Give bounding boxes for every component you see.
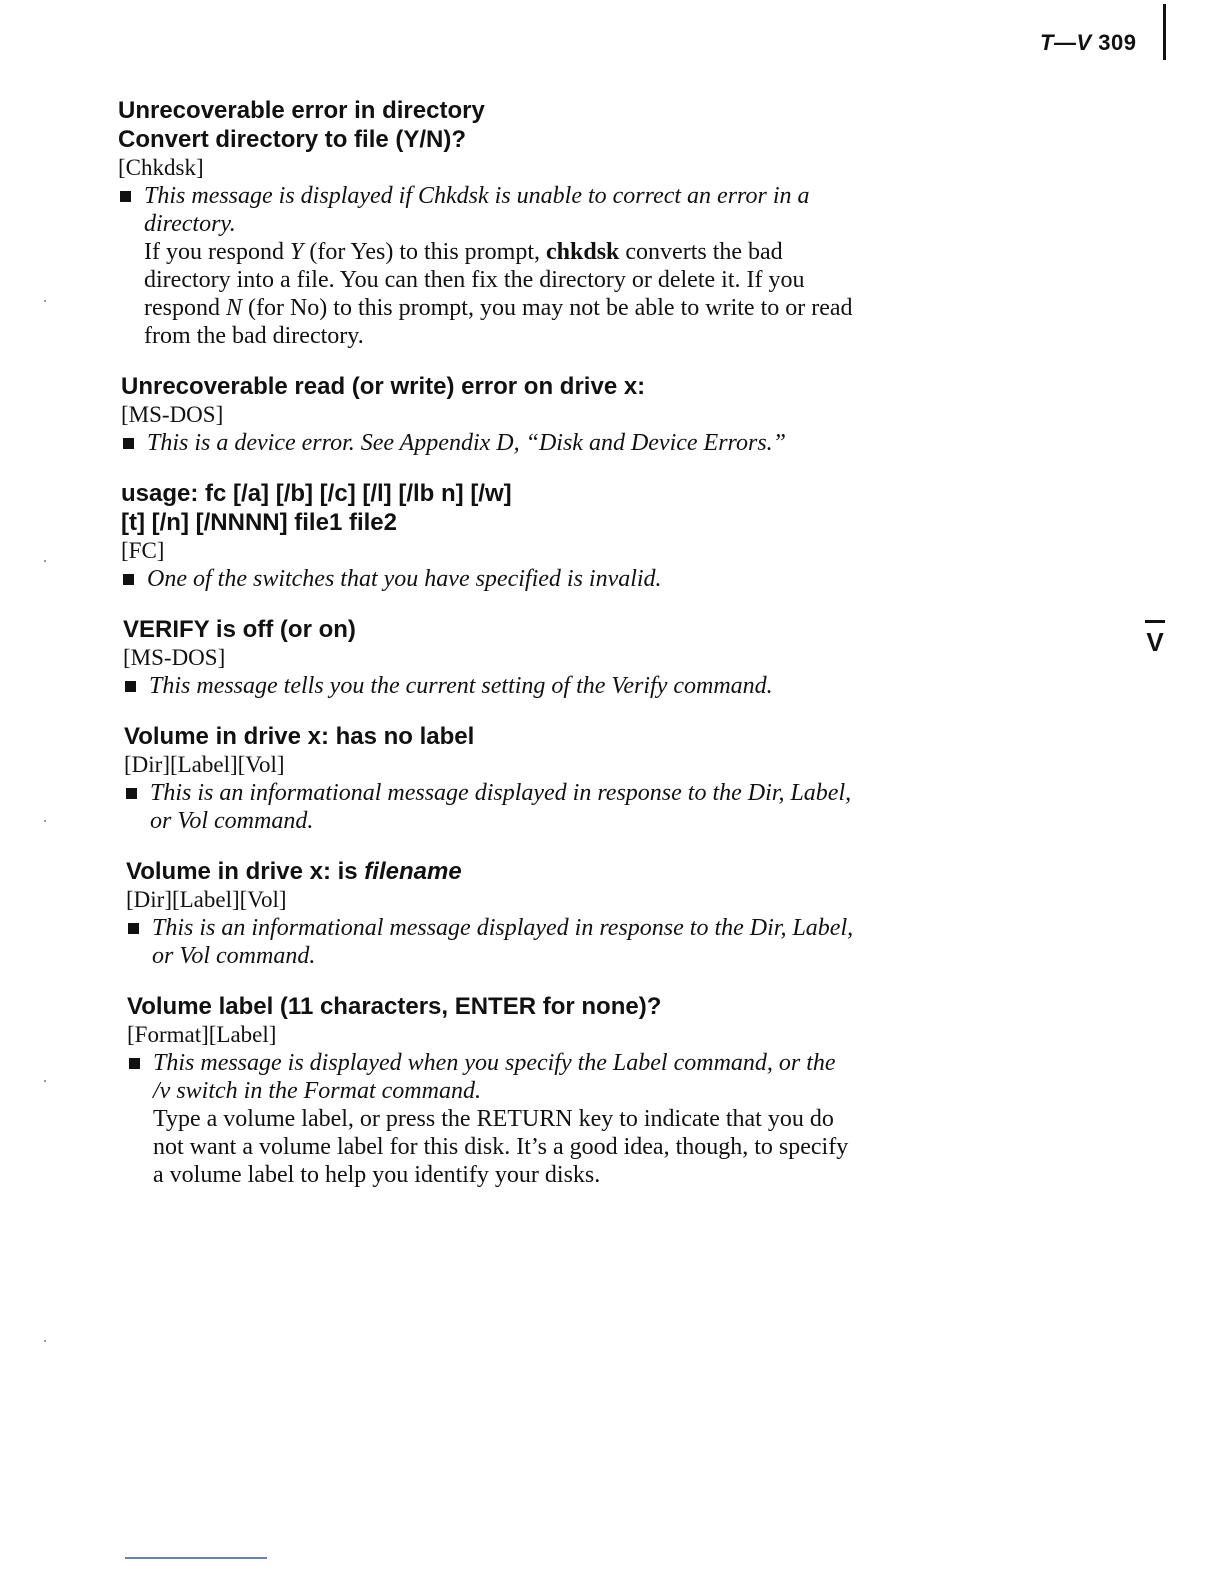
bullet-icon — [128, 923, 139, 934]
entry-unrecoverable-directory — [118, 96, 858, 350]
message-title-variable: filename — [364, 858, 462, 885]
message-description — [127, 1049, 858, 1105]
margin-dot — [44, 300, 46, 302]
bullet-icon — [129, 1058, 140, 1069]
bullet-icon — [123, 438, 134, 449]
message-title: Volume in drive x: has no label — [124, 723, 475, 750]
body-text: If you respond — [144, 239, 290, 265]
source-bracket: [ — [123, 645, 131, 670]
body-text: (for No) to this prompt, you may not be able to write to or read from the bad directory. — [144, 295, 853, 349]
header-rule — [1163, 4, 1166, 60]
entry-fc-usage — [121, 479, 858, 593]
page-number: 309 — [1098, 30, 1137, 55]
body-command: chkdsk — [546, 239, 620, 265]
message-description — [124, 779, 858, 835]
entry-unrecoverable-read-write — [121, 372, 858, 457]
message-description — [126, 914, 858, 970]
margin-dot — [44, 560, 46, 562]
message-title-line2: [t] [/n] [/NNNN] file1 file2 — [121, 509, 397, 536]
body-text: Type a volume label, or press the — [153, 1106, 477, 1132]
bullet-icon — [120, 191, 131, 202]
entry-volume-no-label — [124, 722, 858, 835]
source-name: MS-DOS — [128, 402, 216, 427]
message-source: [Chkdsk] — [118, 155, 204, 180]
source-bracket: [ — [121, 402, 129, 427]
margin-dot — [44, 820, 46, 822]
message-source: [FC] — [121, 538, 165, 563]
body-key-n: N — [225, 295, 242, 321]
bullet-icon — [126, 788, 137, 799]
bullet-icon — [123, 574, 134, 585]
message-title-line2: Convert directory to file (Y/N)? — [118, 126, 467, 153]
page-header — [1040, 30, 1136, 56]
margin-dot — [44, 1340, 46, 1342]
message-title — [126, 857, 858, 886]
description-text: This is an informational message displayed in response to the Dir, Label, or Vol command. — [150, 780, 852, 834]
message-title: Unrecoverable error in directory — [118, 97, 485, 124]
body-text: key to indicate that you do not want a volume label for this disk. It’s a good idea, though, to specify a volume label to help you identify your disks. — [153, 1106, 849, 1188]
source-bracket: ] — [217, 645, 226, 670]
description-text: This is a device error. See Appendix D, “Disk and Device Errors.” — [147, 430, 787, 456]
entry-volume-is-filename — [126, 857, 858, 970]
description-text: This message is displayed when you specify the Label command, or the /v switch in the Format command. — [153, 1050, 836, 1104]
entry-volume-label-prompt — [127, 992, 858, 1189]
message-source — [123, 644, 858, 672]
description-text: This is an informational message displayed in response to the Dir, Label, or Vol command. — [152, 915, 854, 969]
source-name: MS-DOS — [130, 645, 218, 670]
thumb-tab — [1143, 620, 1167, 658]
message-body — [127, 1105, 858, 1189]
message-title: VERIFY is off (or on) — [123, 616, 356, 643]
description-text: This message is displayed if Chkdsk is unable to correct an error in a directory. — [144, 183, 810, 237]
body-text: converts the bad directory into a file. You can then fix the directory or delete it. If you respond — [144, 239, 805, 321]
message-source — [121, 401, 858, 429]
description-text: One of the switches that you have specified is invalid. — [147, 566, 662, 592]
thumb-tab-bar — [1145, 620, 1165, 623]
message-title: usage: fc [/a] [/b] [/c] [/l] [/lb n] [/w] — [121, 480, 512, 507]
message-description — [123, 672, 858, 700]
footer-rule — [125, 1557, 267, 1559]
page-content — [118, 96, 858, 1211]
message-source: [Dir][Label][Vol] — [126, 887, 287, 912]
message-description — [121, 565, 858, 593]
message-title-text: Volume in drive x: is — [126, 858, 365, 885]
message-source: [Format][Label] — [127, 1022, 277, 1047]
message-body — [118, 238, 858, 350]
body-key-y: Y — [289, 239, 304, 265]
description-text: This message tells you the current setting of the Verify command. — [149, 673, 773, 699]
body-text: (for Yes) to this prompt, — [303, 239, 546, 265]
message-source: [Dir][Label][Vol] — [124, 752, 285, 777]
message-title: Unrecoverable read (or write) error on drive x: — [121, 373, 646, 400]
thumb-tab-letter: V — [1146, 627, 1164, 657]
message-description — [121, 429, 858, 457]
message-description — [118, 182, 858, 238]
message-title: Volume label (11 characters, ENTER for none)? — [127, 993, 662, 1020]
source-bracket: ] — [215, 402, 224, 427]
body-key-name: RETURN — [476, 1106, 573, 1132]
header-section: T—V — [1040, 30, 1092, 55]
bullet-icon — [125, 681, 136, 692]
margin-dot — [44, 1080, 46, 1082]
entry-verify — [123, 615, 858, 700]
